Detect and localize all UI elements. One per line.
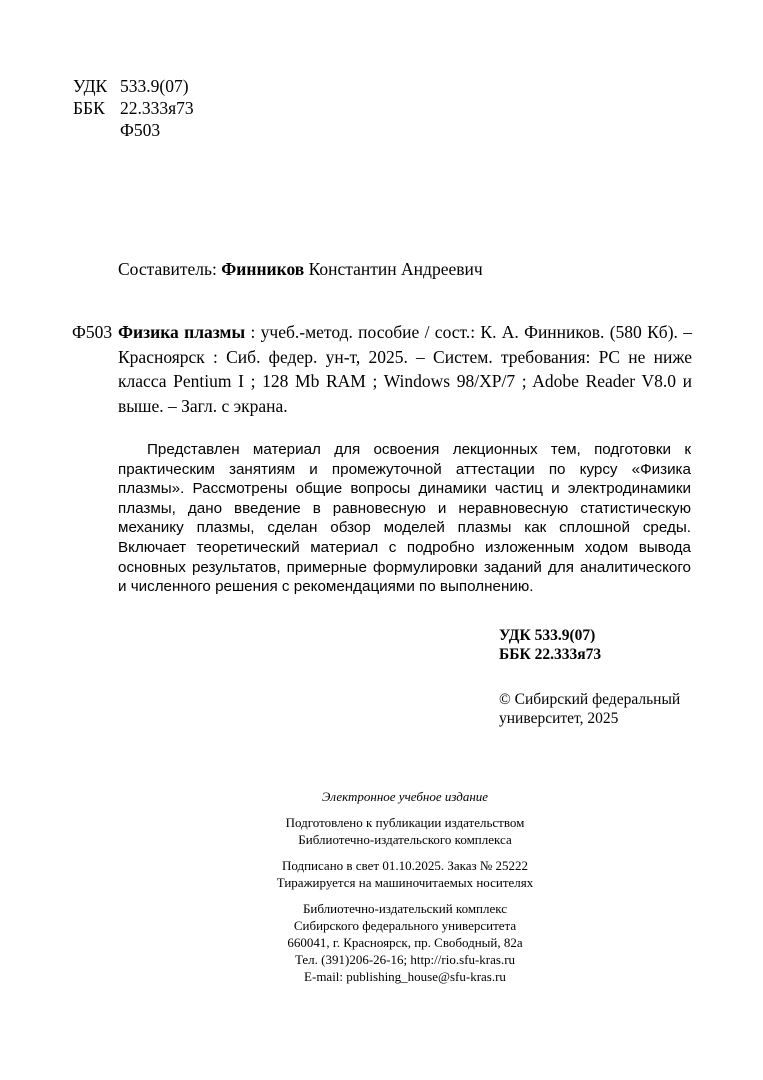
biblio-text xyxy=(118,320,692,418)
publisher-line-2: Сибирского федерального университета xyxy=(293,918,517,933)
copyright-line-2: университет, 2025 xyxy=(499,710,619,727)
copyright xyxy=(499,690,709,728)
prepared-line-2: Библиотечно-издательского комплекса xyxy=(298,832,512,847)
udk-label: УДК xyxy=(73,76,108,96)
publisher-line-1: Библиотечно-издательский комплекс xyxy=(302,901,508,916)
prepared-line-1: Подготовлено к публикации издательством xyxy=(285,815,525,830)
biblio-cipher: Ф503 xyxy=(72,322,113,342)
bibliographic-record xyxy=(72,320,692,418)
publisher-email: E-mail: publishing_house@sfu-kras.ru xyxy=(304,969,506,984)
classification-codes xyxy=(73,75,194,141)
bottom-bbk: ББК 22.333я73 xyxy=(499,646,602,663)
prepared-block xyxy=(200,814,610,848)
udk-code: 533.9(07) xyxy=(120,76,189,96)
biblio-description: : учеб.-метод. пособие / сост.: К. А. Финников. (580 Кб). – Красноярск : Сиб. федер. ун-т, 2025. – Систем. требования: PC не ниже класса Pentium I ; 128 Mb RAM ; Windows 98/XP/7 ; Adobe Reader V8.0 и выше. – Загл. с экрана. xyxy=(118,322,692,416)
bbk-row xyxy=(73,97,194,119)
publisher-address: 660041, г. Красноярск, пр. Свободный, 82а xyxy=(287,935,523,950)
signed-line: Подписано в свет 01.10.2025. Заказ № 25222 xyxy=(281,858,529,873)
publisher-block xyxy=(200,900,610,985)
compiler-label: Составитель: xyxy=(118,259,217,279)
publisher-phone: Тел. (391)206-26-16; http://rio.sfu-kras.ru xyxy=(294,952,516,967)
bottom-classification-codes xyxy=(499,626,601,664)
compiler-line xyxy=(118,259,483,280)
replicated-line: Тиражируется на машиночитаемых носителях xyxy=(276,875,534,890)
author-cipher: Ф503 xyxy=(120,120,161,140)
copyright-line-1: © Сибирский федеральный xyxy=(499,691,681,708)
book-title: Физика плазмы xyxy=(118,322,246,342)
compiler-surname: Финников xyxy=(221,259,305,279)
colophon xyxy=(200,788,610,994)
udk-row xyxy=(73,75,194,97)
abstract: Представлен материал для освоения лекционных тем, подготовки к практическим занятиям и промежуточной аттестации по курсу «Физика плазмы». Рассмотрены общие вопросы динамики частиц и электродинамики плазмы, дано введение в равновесную и неравновесную статистическую механику плазмы, сделан обзор моделей плазмы как сплошной среды. Включает теоретический материал с подробно изложенным ходом вывода основных результатов, примерные формулировки заданий для аналитического и численного решения с рекомендациями по выполнению. xyxy=(118,441,691,596)
compiler-name: Константин Андреевич xyxy=(308,259,483,279)
bbk-code: 22.333я73 xyxy=(120,98,194,118)
edition-type: Электронное учебное издание xyxy=(321,789,489,804)
publication-block xyxy=(200,857,610,891)
bbk-label: ББК xyxy=(73,98,105,118)
bottom-udk: УДК 533.9(07) xyxy=(499,627,596,644)
